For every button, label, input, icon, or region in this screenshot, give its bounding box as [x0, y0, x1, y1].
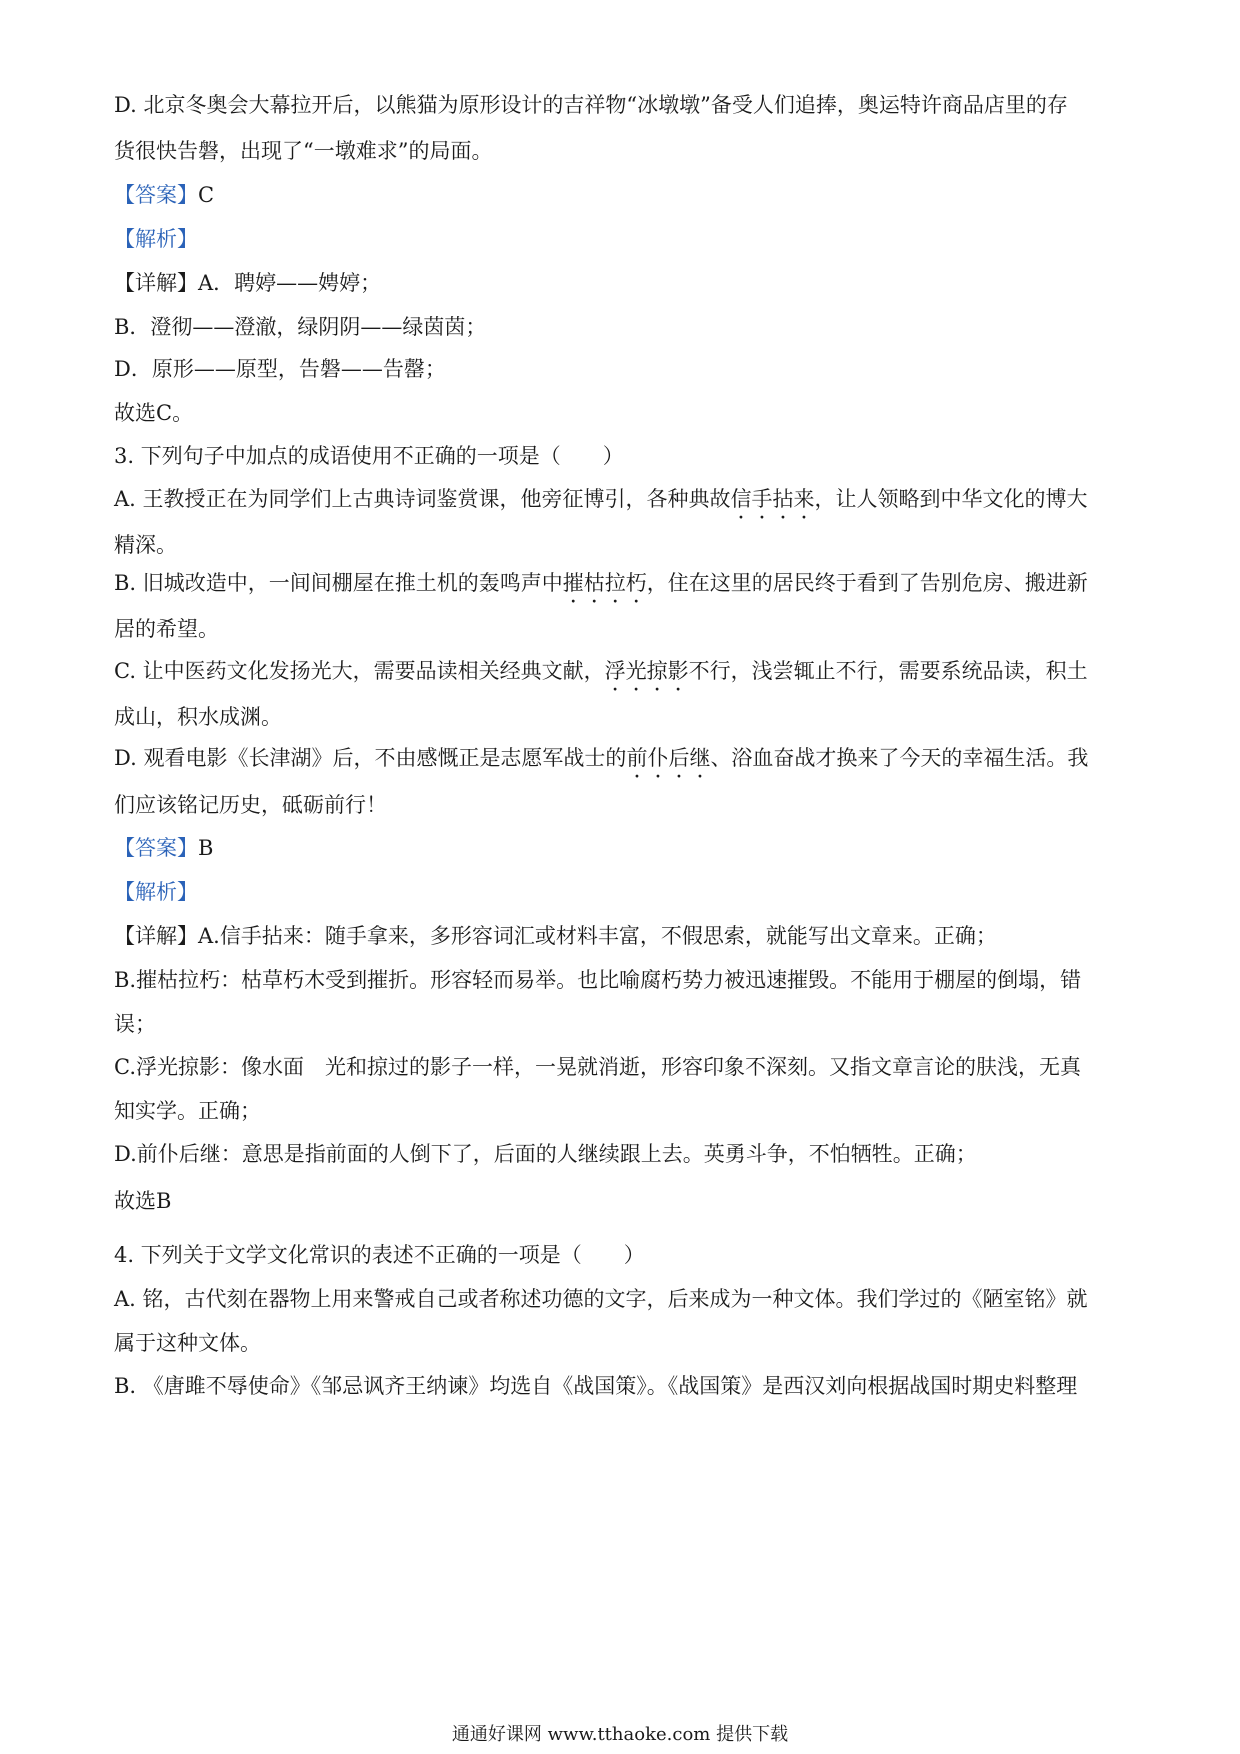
q3-conclusion: 故选B	[114, 1189, 172, 1213]
answer-tag: 【答案】	[114, 183, 198, 207]
q2-option-d-line1: D. 北京冬奥会大幕拉开后，以熊猫为原形设计的吉祥物“冰墩墩”备受人们追捧，奥运特许商品店里的存	[114, 93, 1068, 117]
q3-option-d-line2: 们应该铭记历史，砥砺前行！	[114, 793, 387, 817]
emphasized-idiom: 前仆后继	[626, 746, 711, 770]
option-text: B. 旧城改造中，一间间棚屋在推土机的轰鸣声中	[114, 571, 563, 595]
q3-analysis-tag: 【解析】	[114, 880, 198, 904]
option-text: D. 观看电影《长津湖》后，不由感慨正是志愿军战士的	[114, 746, 627, 770]
emphasized-idiom: 摧枯拉朽	[562, 571, 647, 595]
answer-value: B	[198, 836, 214, 860]
q2-option-d-line2: 货很快告磐，出现了“一墩难求”的局面。	[114, 139, 493, 163]
q4-option-a-line2: 属于这种文体。	[114, 1331, 261, 1355]
answer-value: C	[198, 183, 215, 207]
q3-detail-b-line2: 误；	[114, 1012, 156, 1036]
q2-detail-d: D．原形——原型，告磐——告罄；	[114, 357, 446, 381]
q3-answer	[114, 833, 1134, 863]
option-text: ，让人领略到中华文化的博大	[814, 487, 1088, 511]
q2-conclusion: 故选C。	[114, 401, 194, 425]
option-text: 、浴血奋战才换来了今天的幸福生活。我	[710, 746, 1089, 770]
detail-tag: 【详解】	[114, 271, 198, 295]
q4-option-b-line1: B. 《唐雎不辱使命》《邹忌讽齐王纳谏》均选自《战国策》。《战国策》是西汉刘向根据战国时期史料整理	[114, 1374, 1078, 1398]
q3-stem: 3. 下列句子中加点的成语使用不正确的一项是（ ）	[114, 444, 624, 468]
q3-option-d-line1	[114, 743, 1134, 773]
option-text: 不行，浅尝辄止不行，需要系统品读，积土	[688, 659, 1088, 683]
q3-detail-a	[114, 921, 1134, 951]
q3-detail-d: D.前仆后继：意思是指前面的人倒下了，后面的人继续跟上去。英勇斗争，不怕牺牲。正确；	[114, 1142, 977, 1166]
q2-detail-a	[114, 268, 1134, 298]
page-footer: 通通好课网 www.tthaoke.com 提供下载	[451, 1724, 789, 1745]
q3-option-a-line1	[114, 484, 1134, 514]
q4-stem: 4. 下列关于文学文化常识的表述不正确的一项是（ ）	[114, 1243, 645, 1267]
q2-detail-b: B．澄彻——澄澈，绿阴阴——绿茵茵；	[114, 315, 487, 339]
q3-option-a-line2: 精深。	[114, 533, 177, 557]
q3-option-b-line1	[114, 568, 1134, 598]
detail-tag: 【详解】	[114, 924, 198, 948]
q3-detail-c-line2: 知实学。正确；	[114, 1099, 261, 1123]
q3-detail-b-line1: B.摧枯拉朽：枯草朽木受到摧折。形容轻而易举。也比喻腐朽势力被迅速摧毁。不能用于棚屋的倒塌，错	[114, 968, 1082, 992]
q3-detail-c-line1: C.浮光掠影：像水面 光和掠过的影子一样，一晃就消逝，形容印象不深刻。又指文章言论的肤浅，无真	[114, 1055, 1081, 1079]
option-text: ，住在这里的居民终于看到了告别危房、搬进新	[646, 571, 1088, 595]
detail-text: A.信手拈来：随手拿来，多形容词汇或材料丰富，不假思索，就能写出文章来。正确；	[198, 924, 997, 948]
q4-option-a-line1: A. 铭，古代刻在器物上用来警戒自己或者称述功德的文字，后来成为一种文体。我们学过的《陋室铭》就	[114, 1287, 1088, 1311]
q3-option-b-line2: 居的希望。	[114, 617, 219, 641]
option-text: A. 王教授正在为同学们上古典诗词鉴赏课，他旁征博引，各种典故	[114, 487, 731, 511]
option-text: C. 让中医药文化发扬光大，需要品读相关经典文献，	[114, 659, 605, 683]
q3-option-c-line1	[114, 656, 1134, 686]
emphasized-idiom: 信手拈来	[730, 487, 815, 511]
detail-text: A．聘婷——娉婷；	[198, 271, 382, 295]
q3-option-c-line2: 成山，积水成渊。	[114, 705, 282, 729]
q2-answer	[114, 180, 1134, 210]
q2-analysis-tag: 【解析】	[114, 227, 198, 251]
emphasized-idiom: 浮光掠影	[604, 659, 689, 683]
answer-tag: 【答案】	[114, 836, 198, 860]
